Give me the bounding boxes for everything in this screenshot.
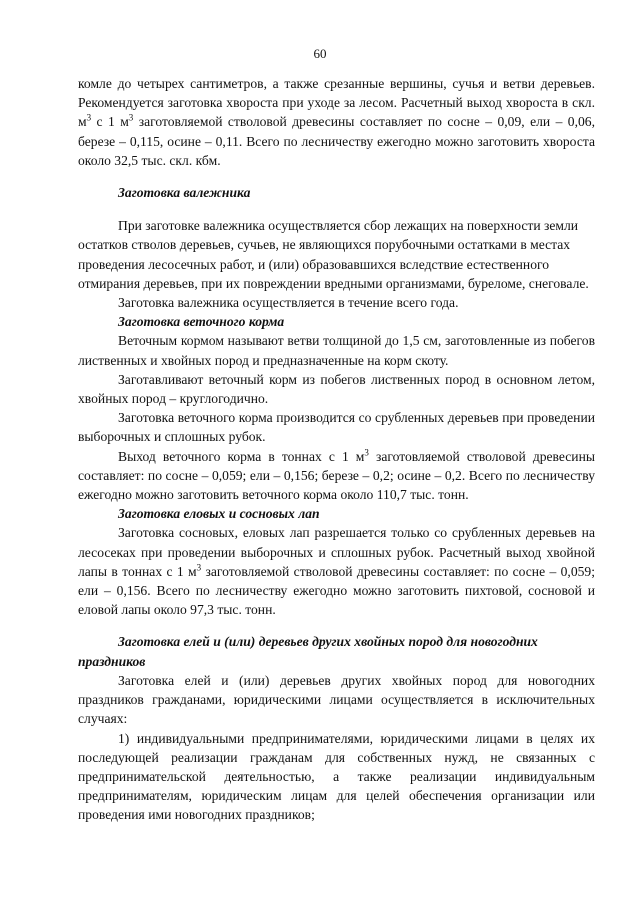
paragraph-text: Выход веточного корма в тоннах с 1 м [118,448,365,464]
section-heading-conifer-branches: Заготовка еловых и сосновых лап [118,506,320,522]
paragraph-new-year-trees-intro: Заготовка елей и (или) деревьев других хвойных пород для новогодних праздников гражданами, юридическими лицами осуществляется в исключительных случаях: [78,672,595,727]
paragraph-deadwood-season: Заготовка валежника осуществляется в течение всего года. [118,295,459,311]
section-heading-deadwood: Заготовка валежника [118,185,251,201]
superscript: 3 [196,562,202,573]
paragraph-text: заготовляемой стволовой древесины составляет: по сосне – 0,059; ели – 0,156; березе – 0,2; осине – 0,2. Всего по лесничеству ежегодно можно заготовить веточного корма около 110,7 тыс. тонн. [78,448,595,503]
paragraph-text: с 1 м [91,114,129,130]
paragraph-deadwood-collection: При заготовке валежника осуществляется сбор лежащих на поверхности земли остатков стволов деревьев, сучьев, не являющихся порубочными остатками в местах проведения лесосечных работ, и (или) образовавшихся вследствие естественного отмирания деревьев, при их повреждении вредными организмами, буреломе, снеговале. [78,218,589,291]
page-content [78,74,595,825]
paragraph-conifer-branches [78,523,595,619]
section-heading-new-year-trees: Заготовка елей и (или) деревьев других хвойных пород для новогодних праздников [78,634,538,669]
section-heading-branch-fodder: Заготовка веточного корма [118,314,285,330]
paragraph-text: заготовляемой стволовой древесины составляет по сосне – 0,09, ели – 0,06, березе – 0,115, осине – 0,11. Всего по лесничеству ежегодно можно заготовить хвороста около 32,5 тыс. скл. кбм. [78,114,595,168]
paragraph-text: заготовляемой стволовой древесины составляет: по сосне – 0,059; ели – 0,156. Всего по лесничеству ежегодно можно заготовить пихтовой, сосновой и еловой лапы около 97,3 тыс. тонн. [78,563,596,618]
paragraph-new-year-trees-item-1: 1) индивидуальными предпринимателями, юридическими лицами в целях их последующей реализации гражданам для собственных нужд, не связанных с предпринимательской деятельностью, а также реализации индивидуальным предпринимателям, юридическим лицам для целей обеспечения организации или проведения ими новогодних праздников; [78,730,595,823]
paragraph-branch-fodder-definition: Веточным кормом называют ветви толщиной до 1,5 см, заготовленные из побегов лиственных и хвойных пород и предназначенные на корм скоту. [78,333,595,368]
paragraph-branch-fodder-season: Заготавливают веточный корм из побегов лиственных пород в основном летом, хвойных пород – круглогодично. [78,371,595,407]
paragraph-brushwood-continued [78,74,595,170]
superscript: 3 [364,447,369,458]
paragraph-branch-fodder-yield [78,447,595,505]
paragraph-branch-fodder-source: Заготовка веточного корма производится со срубленных деревьев при проведении выборочных и сплошных рубок. [78,410,595,445]
paragraph-text: комле до четырех сантиметров, а также срезанные вершины, сучья и ветви деревьев. Рекомендуется заготовка хвороста при уходе за лесом. Расчетный выход хвороста в скл. м [78,76,595,130]
superscript: 3 [86,112,92,123]
superscript: 3 [128,112,134,123]
page-number: 60 [313,46,327,61]
paragraph-text: Заготовка сосновых, еловых лап разрешается только со срубленных деревьев на лесосеках при проведении выборочных и сплошных рубок. Расчетный выход хвойной лапы в тоннах с 1 м [78,525,595,579]
